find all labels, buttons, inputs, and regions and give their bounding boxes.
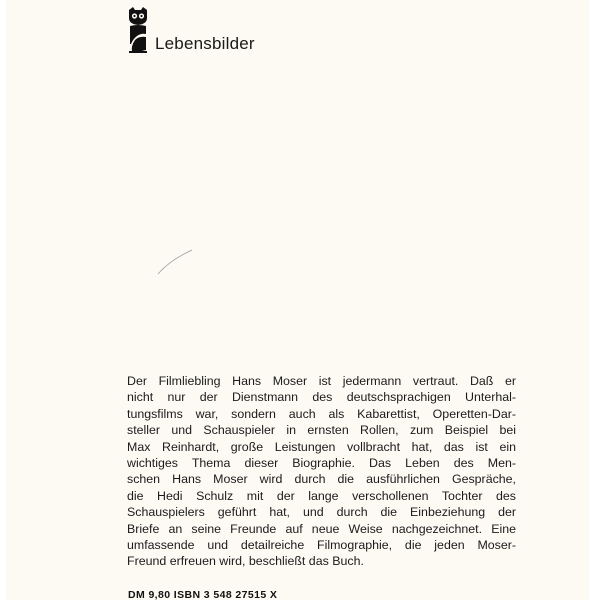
blurb-line: Briefe an seine Freunde auf neue Weise nachgezeichnet. Eine (127, 521, 516, 536)
book-back-cover (6, 0, 589, 600)
blurb-line: schen Hans Moser wird durch die ausführlichen Gespräche, (127, 472, 516, 487)
owl-icon (127, 6, 149, 54)
blurb-line: umfassende und detailreiche Filmographie, die jeden Moser- (127, 538, 516, 553)
blurb-line: wichtiges Thema dieser Biographie. Das Leben des Men- (127, 456, 516, 471)
pencil-mark (156, 236, 196, 276)
series-name: Lebensbilder (155, 34, 255, 53)
blurb-line: Max Reinhardt, große Leistungen vollbracht hat, das ist ein (127, 439, 516, 454)
blurb-line: tungsfilms war, sondern auch als Kabarettist, Operetten-Dar- (127, 406, 516, 421)
series-header (127, 6, 255, 54)
price-isbn-line: DM 9,80 ISBN 3 548 27515 X (128, 589, 278, 600)
blurb-line: Freund erfreuen wird, beschließt das Buch. (127, 554, 364, 569)
blurb-line: Schauspielers geführt hat, und durch die Einbeziehung der (127, 505, 516, 520)
blurb-line: die Hedi Schulz mit der lange verschollenen Tochter des (127, 488, 516, 503)
blurb-text (127, 373, 516, 570)
blurb-line: nicht nur der Dienstmann des deutschsprachigen Unterhal- (127, 390, 516, 405)
blurb-line: Der Filmliebling Hans Moser ist jedermann vertraut. Daß er (127, 374, 516, 388)
blurb-line: steller und Schauspieler in ernsten Rollen, zum Beispiel bei (127, 423, 516, 438)
